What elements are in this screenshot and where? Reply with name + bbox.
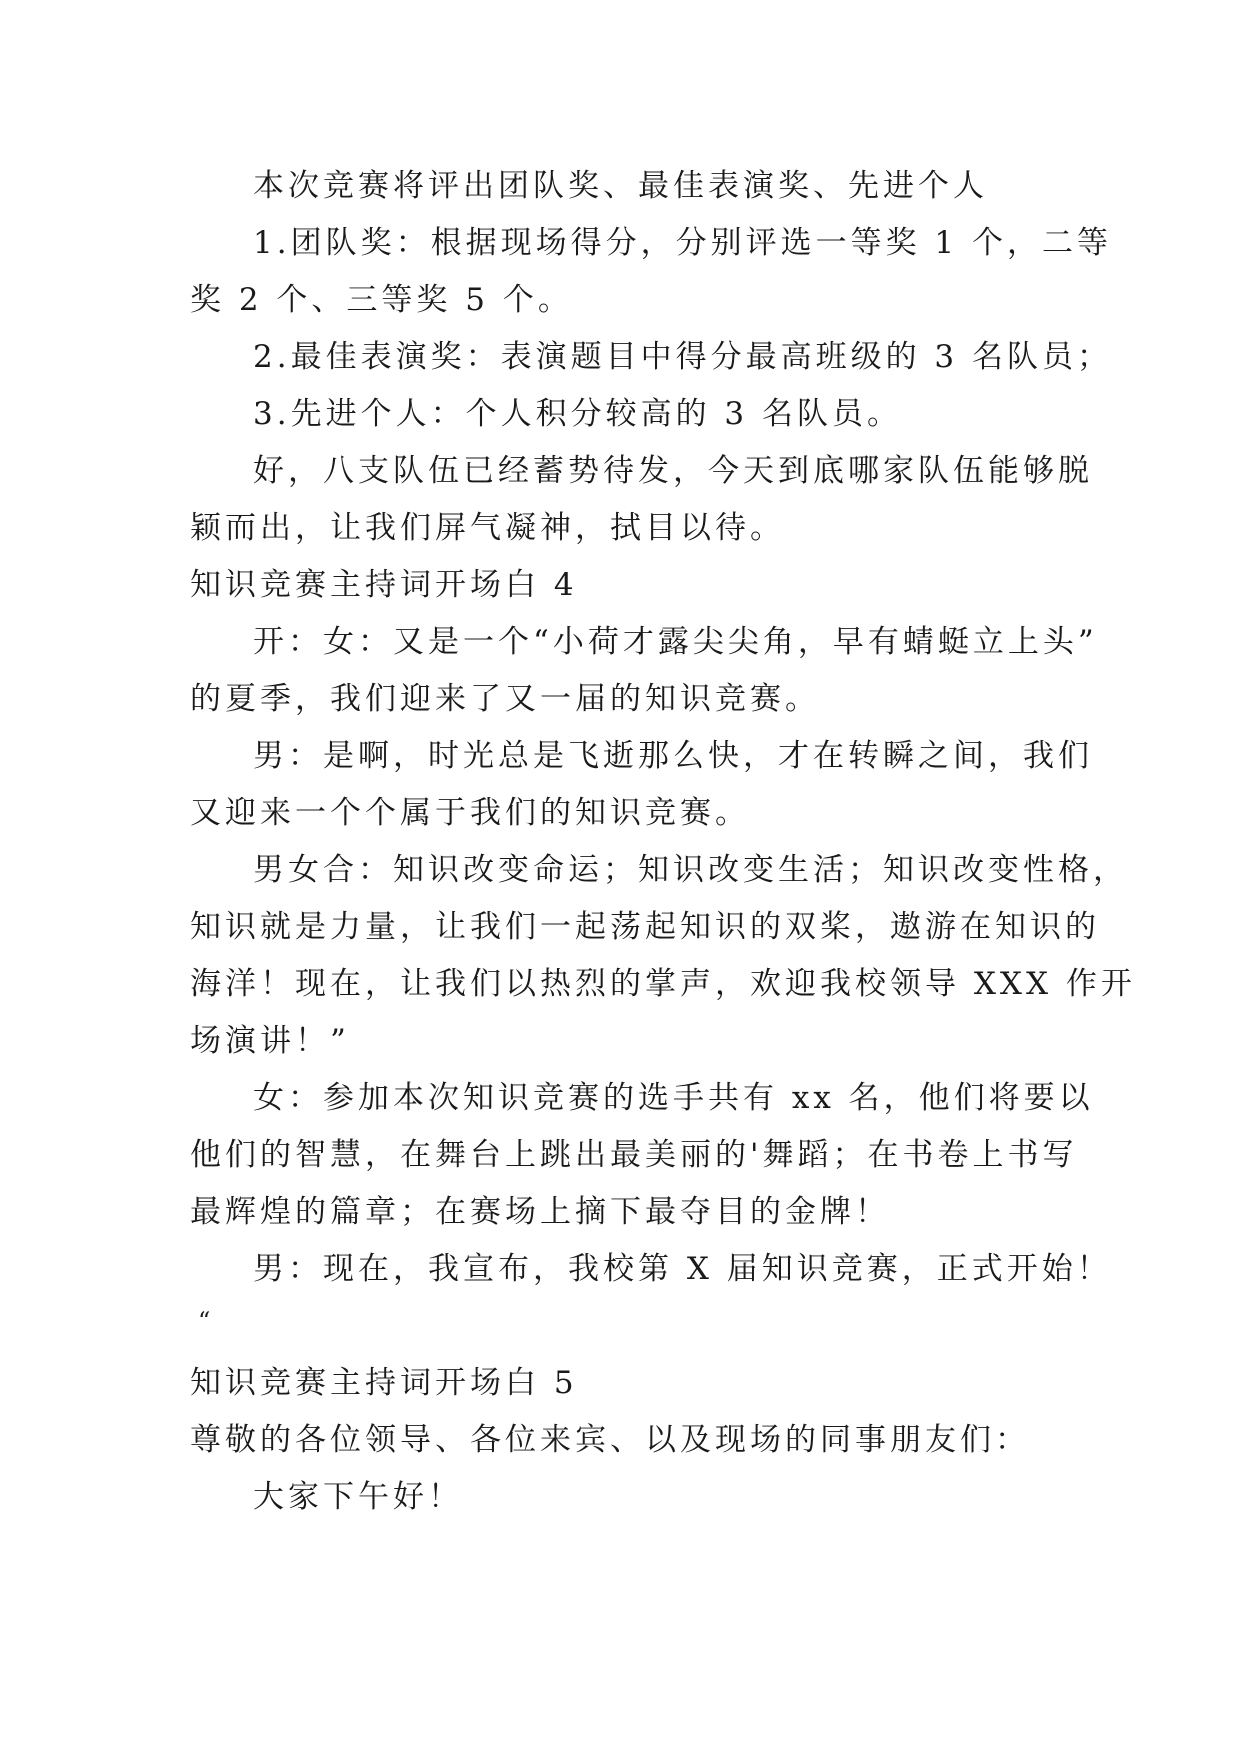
text-line: 奖 2 个、三等奖 5 个。 (190, 282, 573, 318)
text-line: 女：参加本次知识竞赛的选手共有 xx 名，他们将要以 (253, 1080, 1094, 1116)
text-line: 最辉煌的篇章；在赛场上摘下最夺目的金牌！ (190, 1194, 890, 1230)
text-line: 颖而出，让我们屏气凝神，拭目以待。 (190, 510, 785, 546)
text-line: 本次竞赛将评出团队奖、最佳表演奖、先进个人 (253, 168, 988, 204)
text-line: 3.先进个人：个人积分较高的 3 名队员。 (253, 396, 903, 432)
text-line: 男女合：知识改变命运；知识改变生活；知识改变性格， (253, 852, 1128, 888)
text-line: 男：现在，我宣布，我校第 X 届知识竞赛，正式开始！ (253, 1251, 1112, 1287)
text-line: 1.团队奖：根据现场得分，分别评选一等奖 1 个，二等 (253, 225, 1113, 261)
text-line: 知识就是力量，让我们一起荡起知识的双桨，遨游在知识的 (190, 909, 1100, 945)
text-line: 海洋！现在，让我们以热烈的掌声，欢迎我校领导 XXX 作开 (190, 966, 1136, 1002)
text-line: 2.最佳表演奖：表演题目中得分最高班级的 3 名队员； (253, 339, 1113, 375)
section-heading: 知识竞赛主持词开场白 5 (190, 1365, 578, 1401)
text-line: 的夏季，我们迎来了又一届的知识竞赛。 (190, 681, 820, 717)
text-line: 尊敬的各位领导、各位来宾、以及现场的同事朋友们： (190, 1422, 1030, 1458)
section-heading: 知识竞赛主持词开场白 4 (190, 567, 578, 603)
text-line: 男：是啊，时光总是飞逝那么快，才在转瞬之间，我们 (253, 738, 1093, 774)
text-line: 好，八支队伍已经蓄势待发，今天到底哪家队伍能够脱 (253, 453, 1093, 489)
text-line: 开：女：又是一个“小荷才露尖尖角，早有蜻蜓立上头” (253, 624, 1098, 660)
text-line: 又迎来一个个属于我们的知识竞赛。 (190, 795, 750, 831)
quote-mark: “ (198, 1307, 215, 1335)
text-line: 他们的智慧，在舞台上跳出最美丽的'舞蹈；在书卷上书写 (190, 1137, 1078, 1173)
text-line: 场演讲！” (190, 1023, 350, 1059)
text-line: 大家下午好！ (253, 1479, 463, 1515)
